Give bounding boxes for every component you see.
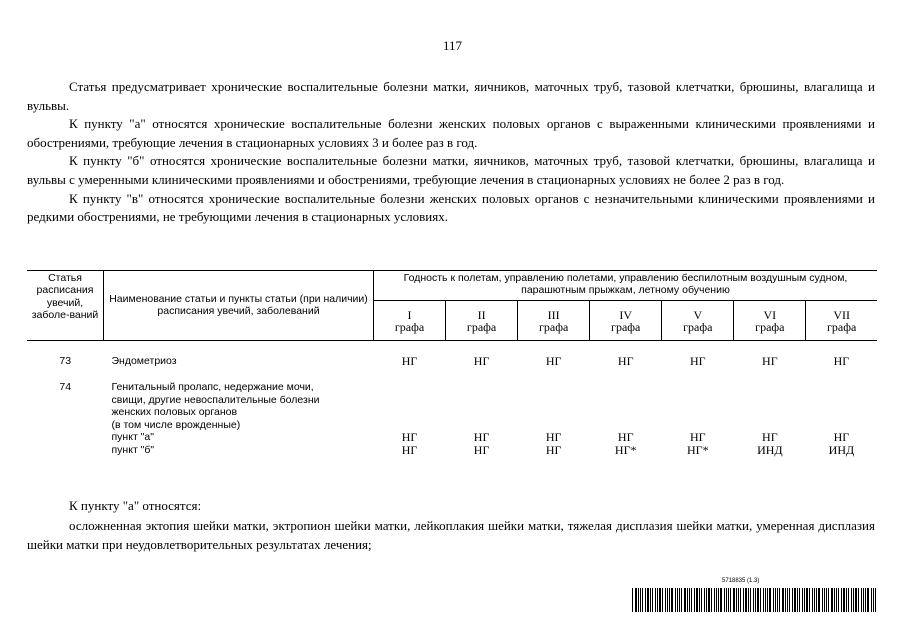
col-label: графа <box>611 320 641 335</box>
fitness-value: НГ <box>545 353 562 368</box>
empty-cell <box>27 431 104 444</box>
page-number: 117 <box>442 38 463 53</box>
col-roman: V <box>693 307 703 322</box>
fitness-value: НГ* <box>614 442 637 457</box>
fitness-value: НГ <box>833 430 850 445</box>
header-col-6 <box>734 300 806 340</box>
name-line: Генитальный пролапс, недержание мочи, <box>111 381 314 394</box>
fitness-value: ИНД <box>757 442 783 457</box>
name-line: свищи, другие невоспалительные болезни <box>111 393 320 406</box>
table-row <box>27 431 877 444</box>
name-line: (в том числе врожденные) <box>111 418 241 431</box>
document-code: 5718835 (1.3) <box>722 578 760 584</box>
article-name <box>104 381 374 431</box>
article-number: 74 <box>59 381 72 394</box>
fitness-value: НГ <box>762 430 778 445</box>
disease-schedule-table <box>27 270 877 456</box>
col-roman: VII <box>833 307 851 322</box>
article-name: Эндометриоз <box>111 354 177 367</box>
header-col-1 <box>374 300 446 340</box>
col-roman: VI <box>763 307 777 322</box>
empty-cells <box>374 381 878 431</box>
fitness-value: НГ* <box>686 442 709 457</box>
intro-text <box>27 78 875 227</box>
header-col-2 <box>446 300 518 340</box>
subpoint-label: пункт "а" <box>111 431 154 444</box>
header-name: Наименование статьи и пункты статьи (при наличии) расписания увечий, заболеваний <box>104 271 374 341</box>
empty-cell <box>27 444 104 457</box>
col-label: графа <box>755 320 785 335</box>
paragraph: осложненная эктопия шейки матки, эктропион шейки матки, лейкоплакия шейки матки, тяжелая дисплазия шейки матки, умеренная дисплазия шейки матки при неудовлетворительных результатах лечения; <box>27 517 875 552</box>
fitness-value: НГ <box>545 430 562 445</box>
table-row <box>27 355 877 368</box>
header-col-4 <box>590 300 662 340</box>
footer-text <box>27 496 875 555</box>
paragraph: К пункту "а" относятся хронические воспалительные болезни женских половых органов с выраженными клиническими проявлениями и обострениями, требующие лечения в стационарных условиях 3 и более раз в год. <box>27 116 875 150</box>
paragraph: К пункту "в" относятся хронические воспалительные болезни женских половых органов с незначительными клиническими проявлениями и редкими обострениями, не требующими лечения в стационарных условиях. <box>27 190 875 225</box>
table-row <box>27 381 877 431</box>
col-roman: II <box>477 307 486 322</box>
article-number: 73 <box>59 354 72 367</box>
fitness-value: ИНД <box>828 442 855 457</box>
fitness-value: НГ <box>401 430 418 445</box>
paragraph: К пункту "а" относятся: <box>69 498 202 513</box>
col-roman: IV <box>619 307 633 322</box>
fitness-value: НГ <box>473 430 490 445</box>
table-row <box>27 444 877 457</box>
fitness-value: НГ <box>689 353 706 368</box>
col-roman: I <box>407 307 412 322</box>
fitness-value: НГ <box>833 353 850 368</box>
col-label: графа <box>683 320 713 335</box>
col-label: графа <box>466 320 497 335</box>
spacer <box>27 367 877 381</box>
col-roman: III <box>547 307 560 322</box>
fitness-value: НГ <box>473 442 490 457</box>
header-col-7 <box>806 300 877 340</box>
fitness-value: НГ <box>401 442 418 457</box>
fitness-value: НГ <box>473 353 490 368</box>
header-article: Статья расписания увечий, заболе-ваний <box>27 271 104 341</box>
fitness-value: НГ <box>545 442 562 457</box>
fitness-value: НГ <box>617 353 634 368</box>
name-line: женских половых органов <box>111 406 238 419</box>
col-label: графа <box>538 320 569 335</box>
fitness-value: НГ <box>762 353 778 368</box>
header-fitness: Годность к полетам, управлению полетами, управлению беспилотным воздушным судном, парашютным прыжкам, летному обучению <box>374 271 878 301</box>
subpoint-label: пункт "б" <box>111 443 155 456</box>
fitness-value: НГ <box>689 430 706 445</box>
col-label: графа <box>827 320 857 335</box>
header-col-5 <box>662 300 734 340</box>
paragraph: К пункту "б" относятся хронические воспалительные болезни матки, яичников, маточных труб, тазовой клетчатки, брюшины, влагалища и вульвы с умеренными клиническими проявлениями и обострениями, требующие лечения в стационарных условиях не более 2 раз в год. <box>27 153 875 187</box>
fitness-value: НГ <box>401 353 418 368</box>
paragraph: Статья предусматривает хронические воспалительные болезни матки, яичников, маточных труб, тазовой клетчатки, брюшины, влагалища и вульвы. <box>27 79 875 113</box>
barcode <box>632 588 876 612</box>
fitness-value: НГ <box>617 430 634 445</box>
col-label: графа <box>394 320 425 335</box>
spacer <box>27 340 877 355</box>
header-col-3 <box>518 300 590 340</box>
